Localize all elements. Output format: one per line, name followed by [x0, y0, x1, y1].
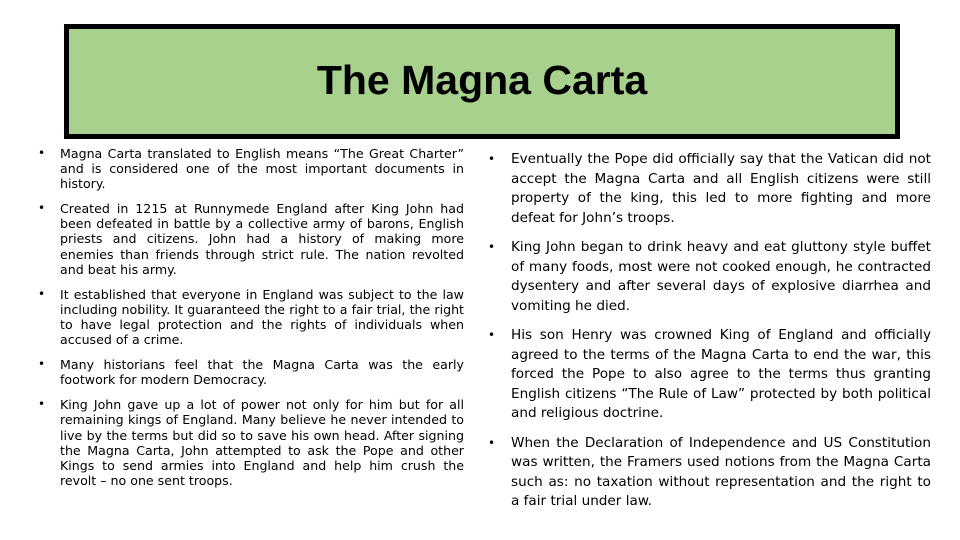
bullet-icon: •	[38, 397, 46, 412]
right-column	[488, 150, 931, 522]
left-bullet-list	[38, 146, 464, 488]
bullet-icon: •	[488, 328, 496, 342]
left-column	[38, 146, 464, 498]
bullet-icon: •	[38, 357, 46, 372]
bullet-item	[488, 238, 931, 316]
bullet-text: It established that everyone in England was subject to the law including nobility. It guaranteed the right to a fair trial, the right to have legal protection and the rights of individuals when accused of a crime.	[60, 286, 464, 348]
bullet-item	[488, 326, 931, 424]
bullet-item	[38, 201, 464, 276]
bullet-icon: •	[488, 435, 496, 450]
bullet-icon: •	[488, 152, 496, 166]
bullet-icon: •	[38, 146, 46, 160]
bullet-item	[38, 357, 464, 387]
bullet-text: Many historians feel that the Magna Carta was the early footwork for modern Democracy.	[60, 357, 464, 388]
bullet-text: Eventually the Pope did officially say that the Vatican did not accept the Magna Carta and all English citizens were still property of the king, this led to more fighting and more defeat for John’s troops.	[511, 151, 931, 226]
bullet-text: When the Declaration of Independence and US Constitution was written, the Framers used notions from the Magna Carta such as: no taxation without representation and the right to a fair trial under law.	[511, 434, 931, 509]
bullet-text: His son Henry was crowned King of England and officially agreed to the terms of the Magna Carta to end the war, this forced the Pope to also agree to the terms thus granting English citizens “The Rule of Law” protected by both political and religious doctrine.	[511, 327, 931, 421]
bullet-text: King John gave up a lot of power not only for him but for all remaining kings of England. Many believe he never intended to live by the terms but did so to save his own head. After signing the Magna Carta, John attempted to ask the Pope and other Kings to send armies into England and help him crush the revolt – no one sent troops.	[60, 397, 464, 488]
bullet-text: Created in 1215 at Runnymede England after King John had been defeated in battle by a collective army of barons, English priests and citizens. John had a history of making more enemies than friends through strict rule. The nation revolted and beat his army.	[60, 201, 464, 277]
slide-title: The Magna Carta	[316, 57, 648, 103]
bullet-item	[488, 150, 931, 228]
right-bullet-list	[488, 150, 931, 512]
bullet-icon: •	[38, 286, 46, 301]
bullet-item	[38, 397, 464, 488]
bullet-item	[488, 434, 931, 512]
bullet-icon: •	[488, 240, 496, 254]
bullet-icon: •	[38, 201, 46, 216]
bullet-item	[38, 146, 464, 191]
bullet-text: King John began to drink heavy and eat gluttony style buffet of many foods, most were not cooked enough, he contracted dysentery and after several days of explosive diarrhea and vomiting he died.	[511, 239, 931, 314]
title-banner	[64, 24, 900, 139]
bullet-text: Magna Carta translated to English means “The Great Charter” and is considered one of the most important documents in history.	[60, 146, 464, 192]
bullet-item	[38, 287, 464, 347]
